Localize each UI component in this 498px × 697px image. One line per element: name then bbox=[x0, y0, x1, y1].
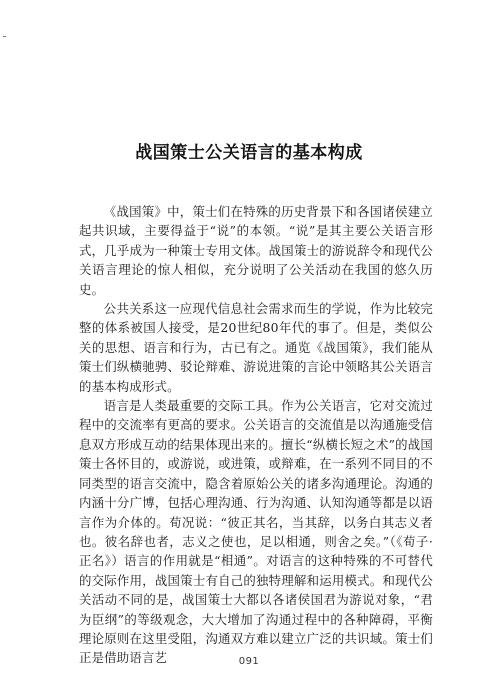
page-number: 091 bbox=[238, 656, 260, 667]
scan-mark bbox=[3, 36, 6, 37]
body-text bbox=[79, 202, 433, 668]
paragraph: 语言是人类最重要的交际工具。作为公关语言，它对交流过程中的交流率有更高的要求。公关语言的交流值是以沟通施受信息双方形成互动的结果体现出来的。擅长“纵横长短之术”的战国策士各怀目的，或游说，或进策，或辩难，在一系列不同目的不同类型的语言交流中，隐含着原始公关的诸多沟通理论。沟通的内涵十分广博，包括心理沟通、行为沟通、认知沟通等都是以语言作为介体的。荀况说：“彼正其名，当其辞，以务白其志义者也。彼名辞也者，志义之使也，足以相通，则舍之矣。”（《荀子·正名》）语言的作用就是“相通”。对语言的这种特殊的不可替代的交际作用，战国策士有自己的独特理解和运用模式。和现代公关活动不同的是，战国策士大都以各诸侯国君为游说对象，“君为臣纲”的等级观念，大大增加了沟通过程中的各种障碍，平衡理论原则在这里受阻，沟通双方难以建立广泛的共识域。策士们正是借助语言艺 bbox=[79, 398, 433, 666]
paragraph: 公共关系这一应现代信息社会需求而生的学说，作为比较完整的体系被国人接受，是20世纪80年代的事了。但是，类似公关的思想、语言和行为，古已有之。通览《战国策》，我们能从策士们纵横驰骋、驳论辩难、游说进策的言论中领略其公关语言的基本构成形式。 bbox=[79, 301, 433, 394]
chapter-title: 战国策士公关语言的基本构成 bbox=[135, 143, 363, 164]
paragraph: 《战国策》中，策士们在特殊的历史背景下和各国诸侯建立起共识域，主要得益于“说”的本领。“说”是其主要公关语言形式，几乎成为一种策士专用文体。战国策士的游说辞令和现代公关语言理论的惊人相似，充分说明了公关活动在我国的悠久历史。 bbox=[79, 204, 433, 297]
